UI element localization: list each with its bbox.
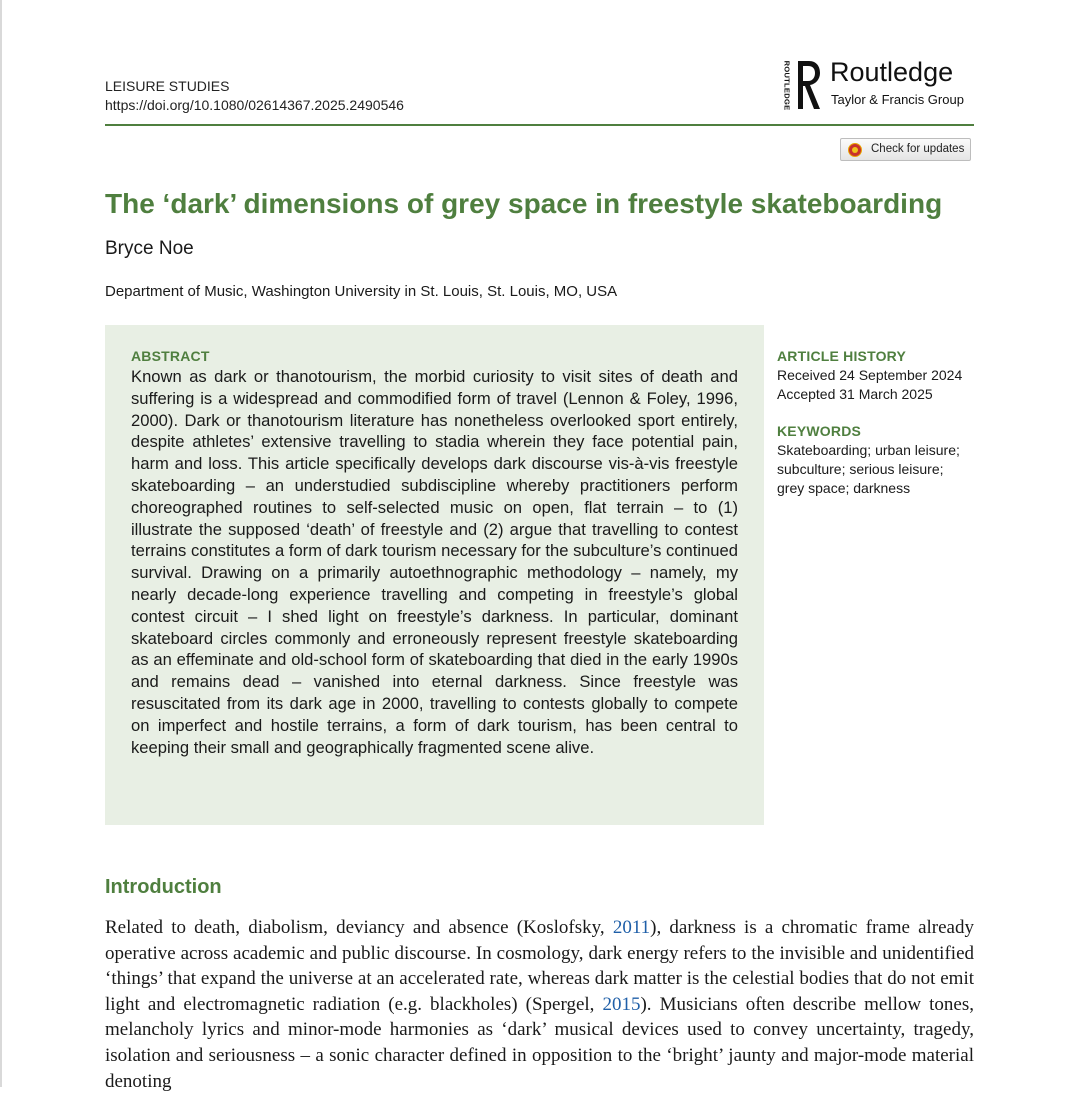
header-divider [105, 124, 974, 126]
intro-text: ). Musicians often describe mellow tones, melancholy lyrics and minor-mode harmonies as ‘dark’ musical devices used to convey uncertainty, tragedy, isolation and seriousness – a sonic character defined in opposition to the ‘bright’ jaunty and major-mode material denoting [105, 993, 974, 1092]
citation-link[interactable]: 2011 [612, 917, 651, 938]
received-date: Received 24 September 2024 [777, 367, 963, 383]
intro-text: Related to death, diabolism, deviancy and absence (Koslofsky, [105, 917, 613, 938]
routledge-r-icon [795, 59, 823, 111]
citation-link[interactable]: 2015 [602, 993, 641, 1015]
article-title: The ‘dark’ dimensions of grey space in freestyle skateboarding [105, 188, 943, 219]
author-name[interactable]: Bryce Noe [105, 238, 194, 259]
article-history [777, 347, 962, 404]
journal-header [105, 77, 404, 115]
publisher-logo [784, 57, 984, 117]
keywords-section [777, 422, 960, 498]
intro-text: ), darkness is a chromatic frame already operative across academic and public discourse. In cosmology, dark energy refers to the invisible and unidentified ‘things’ that expand the universe at an accelerated rate, whereas dark matter is the celestial bodies that do not emit light and electromagnetic radiation (e.g. blackholes) (Spergel, [105, 917, 974, 1015]
journal-name: LEISURE STUDIES [105, 78, 230, 94]
page-left-edge [0, 0, 2, 1087]
doi-link[interactable]: https://doi.org/10.1080/02614367.2025.2490546 [105, 97, 404, 113]
keywords-line: subculture; serious leisure; [777, 461, 944, 477]
check-for-updates-label: Check for updates [871, 143, 965, 155]
author-affiliation: Department of Music, Washington University in St. Louis, St. Louis, MO, USA [105, 283, 618, 300]
abstract-text: Known as dark or thanotourism, the morbid curiosity to visit sites of death and suffering is a widespread and commodified form of travel (Lennon & Foley, 1996, 2000). Dark or thanotourism literature has nonetheless overlooked sport entirely, despite athletes’ extensive travelling to stadia wherein they face potential pain, harm and loss. This article specifically develops dark discourse vis-à-vis freestyle skateboarding – an understudied subdiscipline whereby practitioners perform choreographed routines to self-selected music on open, flat terrain – to (1) illustrate the supposed ‘death’ of freestyle and (2) argue that travelling to contest terrains constitutes a form of dark tourism necessary for the subculture’s continued survival. Drawing on a primarily autoethnographic methodology – namely, my nearly decade-long experience travelling and competing in freestyle’s global contest circuit – I shed light on freestyle’s darkness. In particular, dominant skateboard circles commonly and erroneously represent freestyle skateboarding as an effeminate and old-school form of skateboarding that died in the early 1990s and remains dead – vanished into eternal darkness. Since freestyle was resuscitated from its dark age in 2000, travelling to contests globally to compete on imperfect and hostile terrains, a form of dark tourism, has been central to keeping their small and geographically fragmented scene alive. [131, 367, 738, 757]
introduction-paragraph [105, 915, 974, 1094]
publisher-group: Taylor & Francis Group [831, 92, 964, 107]
check-for-updates-button[interactable] [840, 138, 971, 161]
abstract-heading: ABSTRACT [131, 348, 210, 364]
article-history-heading: ARTICLE HISTORY [777, 348, 907, 364]
publisher-vertical-text: ROUTLEDGE [782, 60, 792, 111]
keywords-heading: KEYWORDS [777, 423, 862, 439]
publisher-name: Routledge [830, 57, 954, 87]
introduction-heading: Introduction [105, 876, 222, 898]
keywords-line: grey space; darkness [777, 480, 911, 496]
accepted-date: Accepted 31 March 2025 [777, 386, 933, 402]
crossmark-icon [848, 143, 862, 157]
keywords-line: Skateboarding; urban leisure; [777, 442, 960, 458]
